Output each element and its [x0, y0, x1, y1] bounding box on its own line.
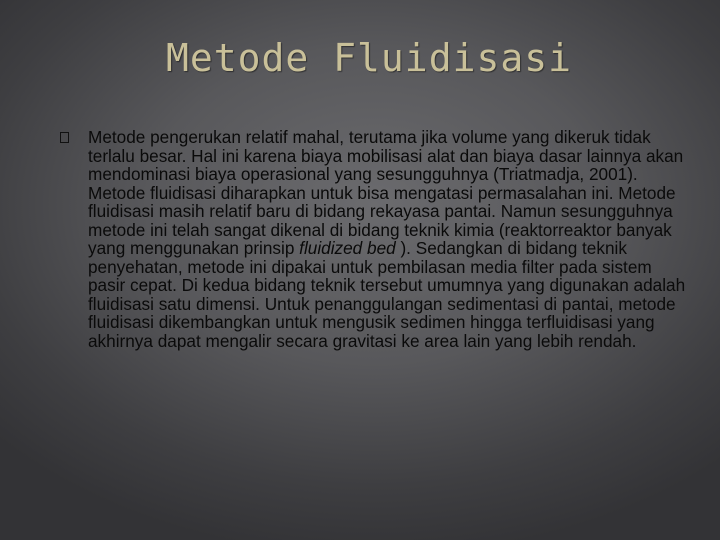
bullet-paragraph	[88, 128, 688, 350]
paragraph-italic-term: fluidized bed	[299, 238, 396, 258]
paragraph-text-part2: ). Sedangkan di bidang teknik penyehatan, metode ini dipakai untuk pembilasan media filter pada sistem pasir cepat. Di kedua bidang teknik tersebut umumnya yang digunakan adalah fluidisasi satu dimensi. Untuk penanggulangan sedimentasi di pantai, metode fluidisasi dikembangkan untuk mengusik sedimen hingga terfluidisasi yang akhirnya dapat mengalir secara gravitasi ke area lain yang lebih rendah.	[88, 238, 686, 351]
square-bullet-icon	[60, 132, 69, 143]
paragraph-text-part1: Metode pengerukan relatif mahal, terutama jika volume yang dikeruk tidak terlalu besar. Hal ini karena biaya mobilisasi alat dan biaya dasar lainnya akan mendominasi biaya operasional yang sesungguhnya (Triatmadja, 2001). Metode fluidisasi diharapkan untuk bisa mengatasi permasalahan ini. Metode fluidisasi masih relatif baru di bidang rekayasa pantai. Namun sesungguhnya metode ini telah sangat dikenal di bidang teknik kimia (reaktorreaktor banyak yang menggunakan prinsip	[88, 127, 684, 258]
slide-title: Metode Fluidisasi	[166, 36, 572, 80]
